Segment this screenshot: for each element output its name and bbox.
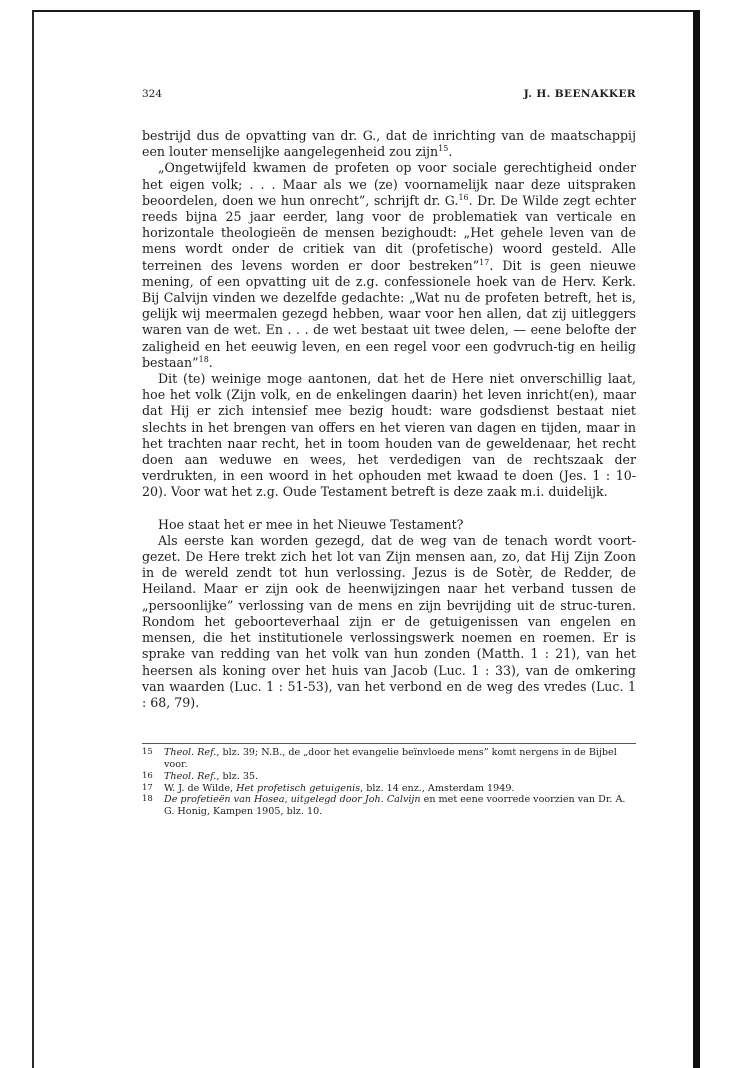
- text-run: , blz. 14 enz., Amsterdam 1949.: [360, 782, 515, 794]
- text-run: . Dit is geen nieuwe mening, of een opvatting uit de z.g. confessionele hoek van de Herv. Kerk. Bij Calvijn vinden we dezelfde gedachte: „Wat nu de profeten betreft, het is, gelijk wij meermalen gezegd hebben, waar voor hen allen, dat zij uitleggers waren van de wet. En . . . de wet bestaat uit twee delen, — eene belofte der zaligheid en het eeuwig leven, en een regel voor een godvruch-tig en heilig bestaan”: [142, 257, 636, 370]
- text-run: bestrijd dus de opvatting van dr. G., dat de inrichting van de maatschappij een louter menselijke aangelegenheid zou zijn: [142, 128, 636, 160]
- footnote: [142, 783, 636, 795]
- footnote-reference: 16: [458, 192, 469, 202]
- paragraph-new-testament: [142, 533, 636, 711]
- italic-title: Het profetisch getuigenis: [236, 782, 361, 794]
- text-run: Hoe staat het er mee in het Nieuwe Testament?: [158, 516, 464, 532]
- footnote: [142, 747, 636, 771]
- text-run: Als eerste kan worden gezegd, dat de weg van de tenach wordt voort-gezet. De Here trekt zich het lot van Zijn mensen aan, zo, dat Hij Zijn Zoon in de wereld zendt tot hun verlossing. Jezus is de Sotèr, de Redder, de Heiland. Maar er zijn ook de heenwijzingen naar het verband tussen de „persoonlijke” verlossing van de mens en zijn bevrijding uit de struc-turen. Rondom het geboorteverhaal zijn er de getuigenissen van engelen en mensen, die het institutionele verlossingswerk noemen en roemen. Er is sprake van redding van het volk van hun zonden (Matth. 1 : 21), van het heersen als koning over het huis van Jacob (Luc. 1 : 33), van de omkering van waarden (Luc. 1 : 51-53), van het verbond en de weg des vredes (Luc. 1 : 68, 79).: [142, 532, 636, 710]
- footnote-number: 17: [142, 782, 153, 793]
- text-run: , blz. 39; N.B., de „door het evangelie beïnvloede mens” komt nergens in de Bijbel voor.: [164, 747, 617, 770]
- paragraph-question-nt: [142, 517, 636, 533]
- text-run: .: [208, 354, 213, 370]
- text-run: „Ongetwijfeld kwamen de profeten op voor sociale gerechtigheid onder het eigen volk; . . . Maar als we (ze) voornamelijk naar deze uitspraken beoordelen, doen we hun onrecht”, schrijft dr. G.: [142, 160, 636, 208]
- text-run: . Dr. De Wilde zegt echter reeds bijna 25 jaar eerder, lang voor de problematiek van verticale en horizontale theologieën de mensen bezighoudt: „Het gehele leven van de mens wordt onder de critiek van dit (profetische) woord gesteld. Alle terreinen des levens worden er door bestreken”: [142, 192, 636, 273]
- footnote-number: 16: [142, 770, 153, 781]
- italic-title: Theol. Ref.: [164, 747, 217, 759]
- text-run: W. J. de Wilde,: [164, 782, 237, 794]
- paragraph-conclusion-ot: [142, 371, 636, 501]
- footnote-reference: 18: [198, 354, 209, 364]
- text-run: , blz. 35.: [216, 770, 259, 782]
- footnote-number: 15: [142, 747, 153, 758]
- footnote-text: [164, 794, 636, 818]
- paragraph-quote-profets: [142, 160, 636, 371]
- scan-border-right: [693, 10, 700, 1068]
- footnote-number: 18: [142, 794, 153, 805]
- footnotes: [142, 743, 636, 818]
- page-number: 324: [142, 88, 163, 100]
- footnote-text: [164, 783, 636, 795]
- text-run: Dit (te) weinige moge aantonen, dat het de Here niet onverschillig laat, hoe het volk (Zijn volk, en de enkelingen daarin) het leven inricht(en), maar dat Hij er zich intensief mee bezig houdt: ware godsdienst bestaat niet slechts in het brengen van offers en het vieren van dagen en tijden, maar in het trachten naar recht, het in toom houden van de geweldenaar, het recht doen aan weduwe en wees, het verdedigen van de rechtszaak der verdrukten, in een woord in het ophouden met kwaad te doen (Jes. 1 : 10-20). Voor wat het z.g. Oude Testament betreft is deze zaak m.i. duidelijk.: [142, 371, 636, 500]
- paragraph-continued: [142, 128, 636, 160]
- running-head: J. H. BEENAKKER: [523, 88, 636, 100]
- footnote-reference: 15: [438, 144, 449, 154]
- footnote-text: [164, 771, 636, 783]
- text-block: [142, 88, 636, 818]
- page-header: [142, 88, 636, 110]
- footnote-text: [164, 747, 636, 771]
- italic-title: Theol. Ref.: [164, 770, 217, 782]
- footnote: [142, 794, 636, 818]
- scan-border-top: [33, 10, 699, 12]
- scan-border-left: [32, 10, 34, 1068]
- body-text: [142, 128, 636, 711]
- italic-title: De profetieën van Hosea, uitgelegd door Joh. Calvijn: [164, 794, 421, 806]
- text-run: .: [448, 144, 453, 160]
- footnote: [142, 771, 636, 783]
- footnote-reference: 17: [479, 257, 490, 267]
- text-run: en met eene voorrede voorzien van Dr. A. G. Honig, Kampen 1905, blz. 10.: [164, 794, 626, 818]
